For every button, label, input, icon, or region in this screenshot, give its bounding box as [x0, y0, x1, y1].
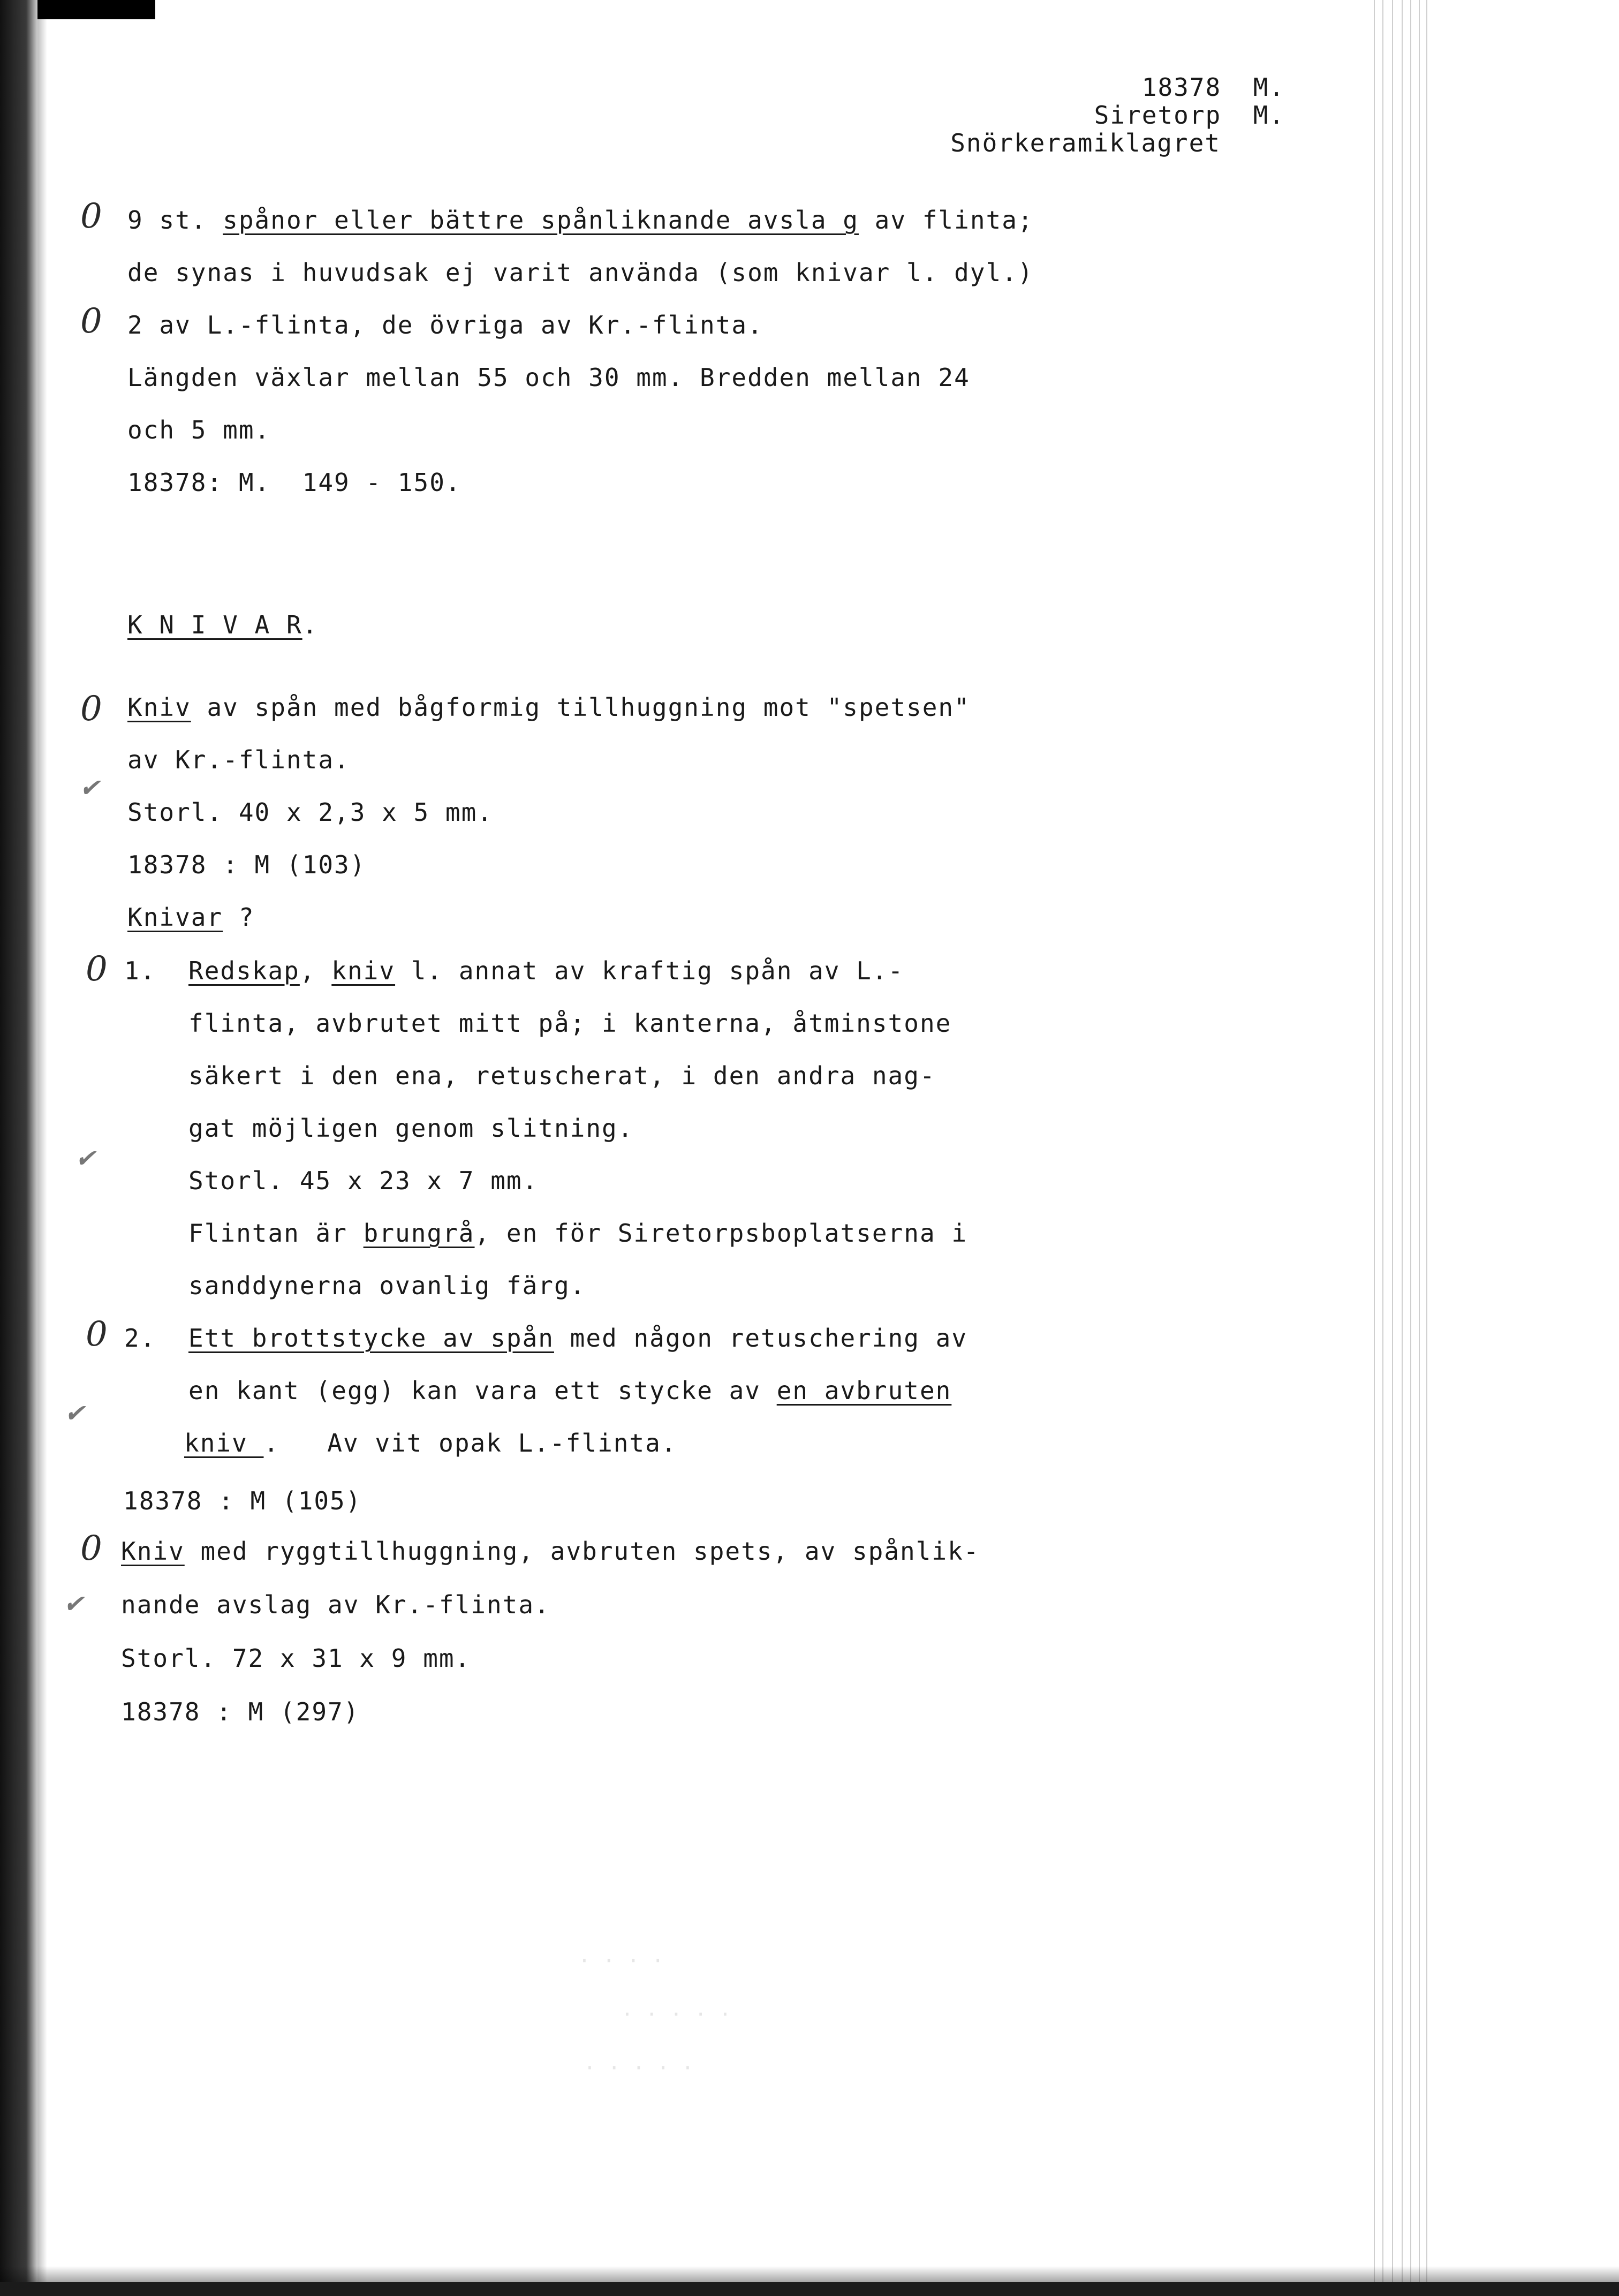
item1-number: 1.	[124, 956, 156, 985]
bottom-shadow	[0, 2266, 1619, 2282]
item1-size: Storl. 45 x 23 x 7 mm.	[188, 1166, 539, 1195]
item2-line-1: Ett brottstycke av spån med någon retuschering av	[188, 1324, 968, 1353]
margin-check-mark: ✔	[79, 773, 100, 802]
margin-circle-mark: 0	[80, 689, 102, 729]
show-through-text: · · · · ·	[584, 2056, 694, 2080]
flakes-description: spånor eller bättre spånliknande avsla g	[223, 206, 859, 235]
item1-line-6: Flintan är brungrå, en för Siretorpsboplatserna i	[188, 1219, 968, 1248]
item1-line-4: gat möjligen genom slitning.	[188, 1114, 634, 1143]
stacked-page-edges	[1371, 0, 1435, 2296]
knife2-size: Storl. 72 x 31 x 9 mm.	[121, 1644, 471, 1673]
margin-check-mark: ✔	[64, 1399, 85, 1428]
item1-line-7: sanddynerna ovanlig färg.	[188, 1271, 586, 1300]
knife2-line-1: Kniv med ryggtillhuggning, avbruten spets, av spånlik-	[121, 1537, 980, 1566]
binding-shadow	[37, 0, 47, 2296]
knives-question-heading: Knivar ?	[127, 903, 255, 932]
show-through-text: · · · · ·	[621, 2003, 731, 2026]
margin-circle-mark: 0	[86, 949, 108, 989]
margin-circle-mark: 0	[86, 1315, 108, 1354]
header-layer: Snörkeramiklagret	[950, 129, 1221, 157]
knife2-catalog-ref: 18378 : M (297)	[121, 1697, 360, 1726]
flakes-line-1	[127, 206, 1034, 235]
header-catalog-number: 18378 M.	[1141, 73, 1285, 102]
margin-circle-mark: 0	[80, 1529, 102, 1568]
knife2-line-2: nande avslag av Kr.-flinta.	[121, 1590, 550, 1619]
flakes-line-4: Längden växlar mellan 55 och 30 mm. Bredden mellan 24	[127, 363, 970, 392]
knife1-catalog-ref: 18378 : M (103)	[127, 850, 366, 879]
scan-border-bottom	[0, 2282, 1619, 2296]
flakes-line-5: och 5 mm.	[127, 416, 271, 444]
flakes-line-2: de synas i huvudsak ej varit använda (som knivar l. dyl.)	[127, 258, 1034, 287]
flakes-catalog-ref: 18378: M. 149 - 150.	[127, 468, 462, 497]
item2-number: 2.	[124, 1324, 156, 1353]
margin-circle-mark: 0	[80, 301, 102, 341]
knife1-line-1: Kniv av spån med bågformig tillhuggning mot "spetsen"	[127, 693, 970, 722]
header-site: Siretorp M.	[1094, 101, 1285, 130]
knife1-line-2: av Kr.-flinta.	[127, 745, 350, 774]
item2-line-3: kniv . Av vit opak L.-flinta.	[184, 1429, 677, 1457]
flakes-material: av flinta;	[858, 206, 1034, 235]
section-heading-knivar: K N I V A R.	[127, 610, 319, 639]
show-through-text: · · · ·	[578, 1949, 664, 1973]
item1-line-2: flinta, avbrutet mitt på; i kanterna, åtminstone	[188, 1009, 952, 1038]
item2-line-2: en kant (egg) kan vara ett stycke av en avbruten	[188, 1376, 952, 1405]
item2-catalog-ref: 18378 : M (105)	[123, 1486, 362, 1515]
item1-line-1: Redskap, kniv l. annat av kraftig spån av L.-	[188, 956, 904, 985]
margin-check-mark: ✔	[63, 1589, 84, 1618]
flakes-line-3: 2 av L.-flinta, de övriga av Kr.-flinta.	[127, 311, 763, 339]
margin-circle-mark: 0	[80, 197, 102, 236]
item1-line-3: säkert i den ena, retuscherat, i den andra nag-	[188, 1061, 936, 1090]
knife1-size: Storl. 40 x 2,3 x 5 mm.	[127, 798, 493, 827]
book-binding	[0, 0, 37, 2296]
flakes-count: 9 st.	[127, 206, 223, 235]
margin-check-mark: ✔	[75, 1144, 96, 1173]
